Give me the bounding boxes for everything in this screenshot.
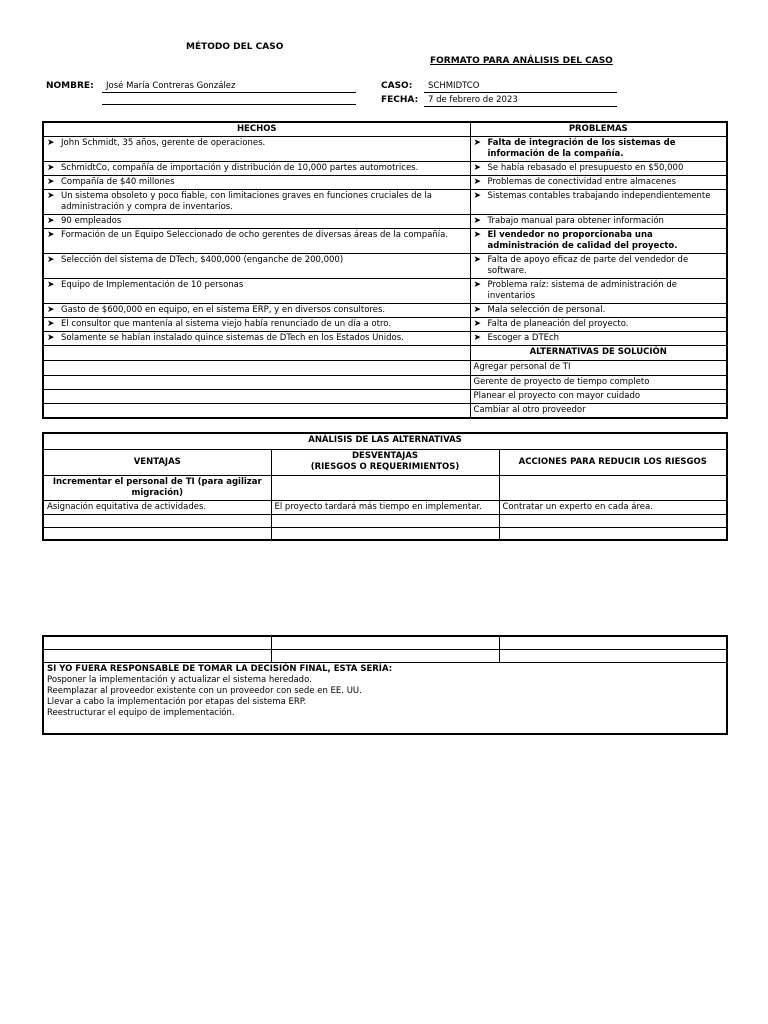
table-row [43, 279, 727, 304]
format-title: FORMATO PARA ANÁLISIS DEL CASO [430, 56, 613, 66]
hechos-header: HECHOS [43, 122, 470, 137]
table-row [43, 346, 727, 361]
alternative-item: Planear el proyecto con mayor cuidado [470, 390, 727, 404]
arrow-bullet-icon: ➤ [47, 177, 55, 187]
hecho-text: John Schmidt, 35 años, gerente de operaciones. [61, 138, 266, 148]
desventajas-header [271, 449, 499, 475]
arrow-bullet-icon: ➤ [473, 255, 482, 265]
desventajas-header-line1: DESVENTAJAS [351, 451, 419, 461]
hecho-text: Equipo de Implementación de 10 personas [61, 280, 244, 290]
table-row [43, 390, 727, 404]
arrow-bullet-icon: ➤ [47, 319, 55, 329]
ventajas-header: VENTAJAS [43, 449, 271, 475]
hecho-text: Formación de un Equipo Seleccionado de ocho gerentes de diversas áreas de la compañía. [61, 230, 449, 240]
table-row [43, 137, 727, 162]
arrow-bullet-icon: ➤ [473, 177, 482, 187]
arrow-bullet-icon: ➤ [47, 230, 55, 240]
hecho-text: Un sistema obsoleto y poco fiable, con limitaciones graves en funciones cruciales de la administración y compra de inventarios. [61, 191, 433, 212]
alternative-item: Agregar personal de TI [470, 361, 727, 376]
table-row [43, 162, 727, 176]
table-row [43, 176, 727, 190]
facts-problems-table [42, 121, 728, 419]
arrow-bullet-icon: ➤ [473, 305, 482, 315]
table-row [43, 514, 727, 527]
name-underline [102, 92, 356, 93]
analysis-title: ANÁLISIS DE LAS ALTERNATIVAS [43, 433, 727, 449]
problema-text: Sistemas contables trabajando independientemente [487, 191, 711, 201]
case-underline [424, 92, 617, 93]
alternative-item: Cambiar al otro proveedor [470, 404, 727, 419]
decision-table [42, 635, 728, 735]
arrow-bullet-icon: ➤ [47, 255, 55, 265]
table-row [43, 475, 727, 500]
arrow-bullet-icon: ➤ [473, 163, 482, 173]
name-label: NOMBRE: [46, 81, 94, 91]
accion-cell: Contratar un experto en cada área. [499, 500, 727, 514]
decision-cell [43, 662, 727, 734]
table-row [43, 404, 727, 419]
hecho-text: Selección del sistema de DTech, $400,000 (enganche de 200,000) [61, 255, 344, 265]
arrow-bullet-icon: ➤ [47, 305, 55, 315]
problema-text: Se había rebasado el presupuesto en $50,000 [487, 163, 684, 173]
table-row [43, 254, 727, 279]
decision-line: Reemplazar al proveedor existente con un proveedor con sede en EE. UU. [47, 685, 362, 696]
arrow-bullet-icon: ➤ [473, 319, 482, 329]
arrow-bullet-icon: ➤ [473, 230, 482, 240]
arrow-bullet-icon: ➤ [473, 138, 482, 148]
hecho-text: SchmidtCo, compañía de importación y distribución de 10,000 partes automotrices. [61, 163, 419, 173]
arrow-bullet-icon: ➤ [473, 333, 482, 343]
table-row [43, 304, 727, 318]
problema-text: Mala selección de personal. [487, 305, 606, 315]
table-row [43, 361, 727, 376]
name-value: José María Contreras González [106, 81, 236, 91]
arrow-bullet-icon: ➤ [473, 280, 482, 290]
hecho-text: 90 empleados [61, 216, 122, 226]
arrow-bullet-icon: ➤ [473, 191, 482, 201]
desventajas-header-line2: (RIESGOS O REQUERIMIENTOS) [310, 462, 460, 472]
problema-text: Falta de planeación del proyecto. [487, 319, 629, 329]
problemas-header: PROBLEMAS [470, 122, 727, 137]
problema-text: Falta de integración de los sistemas de información de la compañía. [487, 138, 676, 159]
arrow-bullet-icon: ➤ [47, 138, 55, 148]
acciones-header: ACCIONES PARA REDUCIR LOS RIESGOS [499, 449, 727, 475]
problema-text: Problemas de conectividad entre almacenes [487, 177, 677, 187]
problema-text: El vendedor no proporcionaba una administración de calidad del proyecto. [487, 230, 678, 251]
desventaja-cell: El proyecto tardará más tiempo en implementar. [271, 500, 499, 514]
problema-text: Falta de apoyo eficaz de parte del vendedor de software. [487, 255, 689, 276]
alternative-item: Gerente de proyecto de tiempo completo [470, 376, 727, 390]
arrow-bullet-icon: ➤ [473, 216, 482, 226]
decision-heading: SI YO FUERA RESPONSABLE DE TOMAR LA DECISIÓN FINAL, ESTA SERÍA: [47, 663, 393, 674]
hecho-text: El consultor que mantenía al sistema viejo había renunciado de un día a otro. [61, 319, 392, 329]
case-value: SCHMIDTCO [428, 81, 480, 91]
decision-line: Posponer la implementación y actualizar el sistema heredado. [47, 674, 312, 685]
table-row [43, 500, 727, 514]
date-value: 7 de febrero de 2023 [428, 95, 518, 105]
analysis-table [42, 432, 728, 541]
table-row [43, 332, 727, 346]
table-row [43, 229, 727, 254]
name-underline-2 [102, 104, 356, 105]
ventaja-cell: Incrementar el personal de TI (para agilizar migración) [43, 475, 271, 500]
method-title: MÉTODO DEL CASO [186, 42, 284, 52]
date-underline [424, 106, 617, 107]
arrow-bullet-icon: ➤ [47, 280, 55, 290]
hecho-text: Compañía de $40 millones [61, 177, 175, 187]
case-label: CASO: [381, 81, 413, 91]
table-row [43, 318, 727, 332]
problema-text: Escoger a DTEch [487, 333, 560, 343]
hecho-text: Solamente se habían instalado quince sistemas de DTech en los Estados Unidos. [61, 333, 404, 343]
decision-line: Reestructurar el equipo de implementación. [47, 707, 235, 718]
arrow-bullet-icon: ➤ [47, 191, 55, 201]
decision-line: Llevar a cabo la implementación por etapas del sistema ERP. [47, 696, 307, 707]
date-label: FECHA: [381, 95, 419, 105]
table-row [43, 636, 727, 649]
alternatives-header: ALTERNATIVAS DE SOLUCIÓN [470, 346, 727, 361]
table-row [43, 190, 727, 215]
hecho-text: Gasto de $600,000 en equipo, en el sistema ERP, y en diversos consultores. [61, 305, 386, 315]
arrow-bullet-icon: ➤ [47, 333, 55, 343]
arrow-bullet-icon: ➤ [47, 163, 55, 173]
problema-text: Trabajo manual para obtener información [487, 216, 664, 226]
table-row [43, 527, 727, 540]
table-row [43, 215, 727, 229]
table-row [43, 649, 727, 662]
problema-text: Problema raíz: sistema de administración de inventarios [487, 280, 677, 301]
ventaja-cell: Asignación equitativa de actividades. [43, 500, 271, 514]
table-row [43, 376, 727, 390]
arrow-bullet-icon: ➤ [47, 216, 55, 226]
